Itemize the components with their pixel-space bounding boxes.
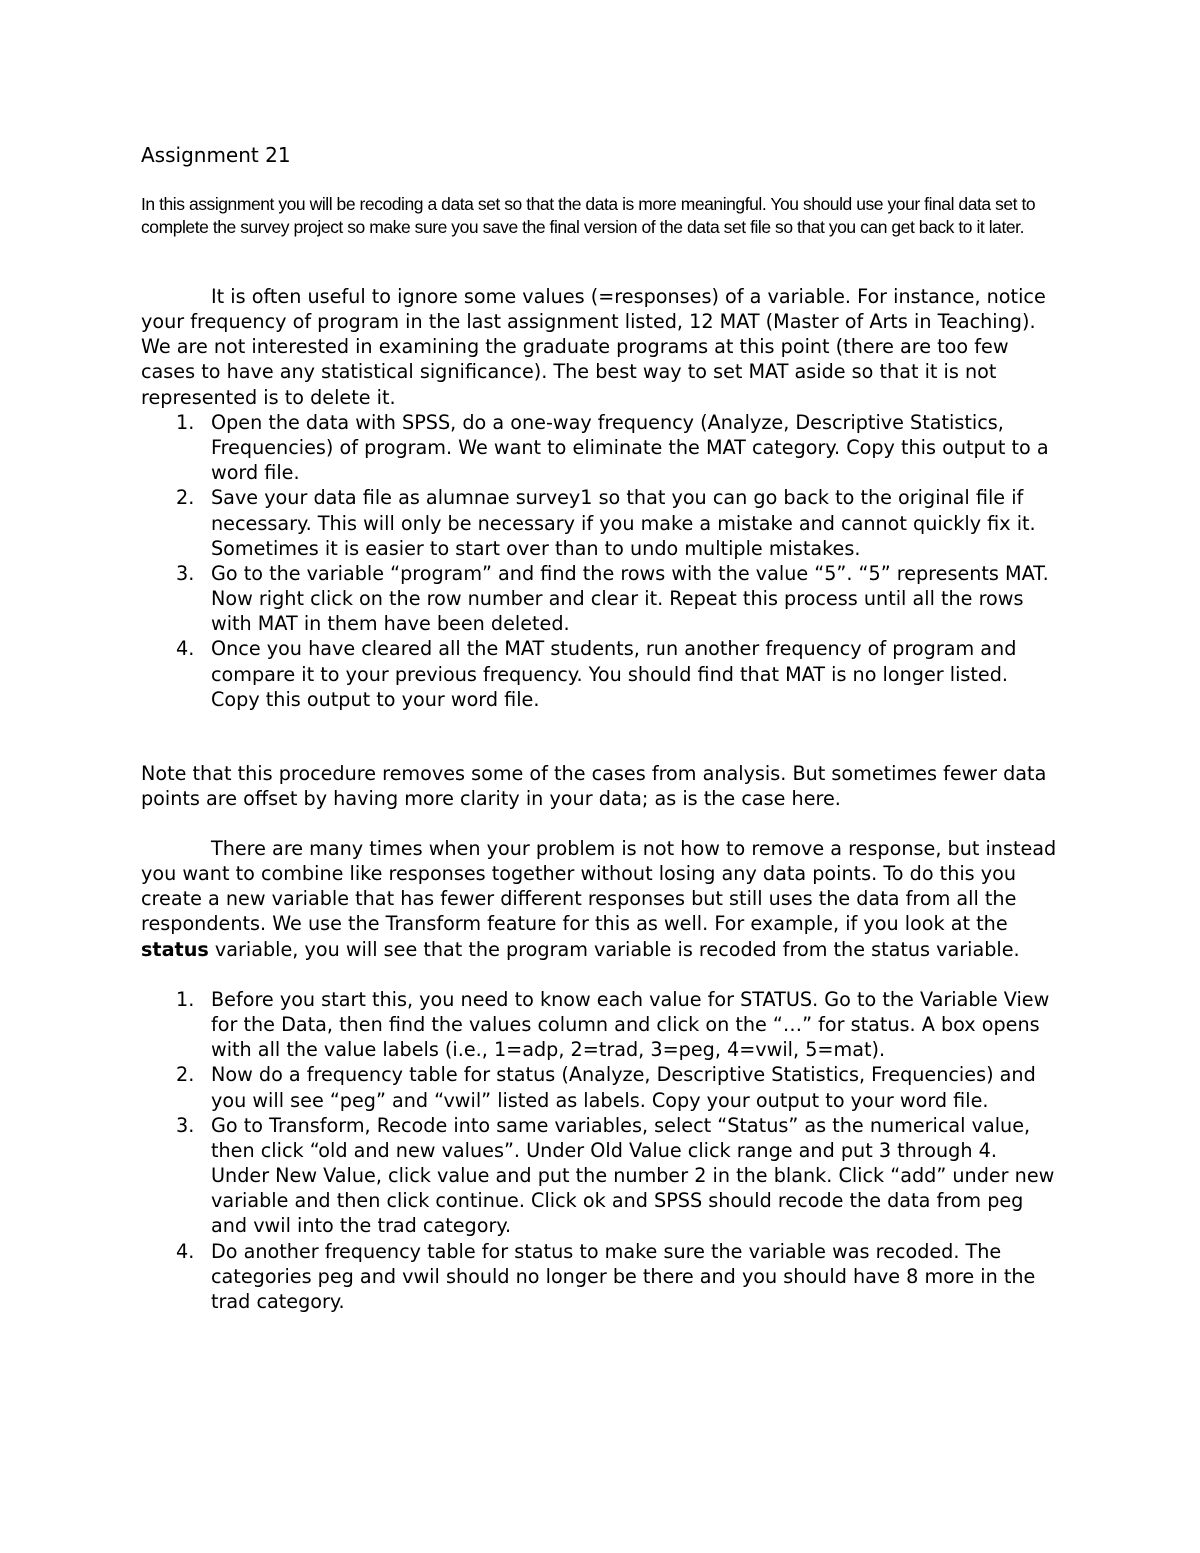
list-item-number: 3.	[176, 1113, 195, 1137]
status-keyword: status	[141, 937, 209, 961]
section2-steps-list	[141, 987, 1061, 1314]
list-item	[141, 561, 1061, 636]
list-item	[141, 1239, 1061, 1314]
page-title: Assignment 21	[141, 143, 291, 167]
list-item-text: Go to the variable “program” and find the rows with the value “5”. “5” represents MAT. Now right click on the row number and clear it. Repeat this process until all the rows with MAT in them have been deleted.	[211, 561, 1049, 636]
list-item-text: Go to Transform, Recode into same variables, select “Status” as the numerical value, then click “old and new values”. Under Old Value click range and put 3 through 4. Under New Value, click value and put the number 2 in the blank. Click “add” under new variable and then click continue. Click ok and SPSS should recode the data from peg and vwil into the trad category.	[211, 1113, 1055, 1238]
section1-steps-list	[141, 410, 1061, 712]
list-item	[141, 636, 1061, 711]
section2-text-before: There are many times when your problem is not how to remove a response, but instead you want to combine like responses together without losing any data points. To do this you create a new variable that has fewer different responses but still uses the data from all the respondents. We use the Transform feature for this as well. For example, if you look at the	[141, 837, 1057, 936]
list-item-number: 2.	[176, 486, 195, 510]
list-item-text: Save your data file as alumnae survey1 so that you can go back to the original file if necessary. This will only be necessary if you make a mistake and cannot quickly fix it. Sometimes it is easier to start over than to undo multiple mistakes.	[211, 486, 1036, 560]
list-item	[141, 485, 1061, 560]
list-item	[141, 410, 1061, 485]
list-item-number: 2.	[176, 1063, 195, 1087]
list-item-number: 3.	[176, 561, 195, 585]
list-item-text: Now do a frequency table for status (Analyze, Descriptive Statistics, Frequencies) and you will see “peg” and “vwil” listed as labels. Copy your output to your word file.	[211, 1063, 1036, 1112]
list-item-text: Once you have cleared all the MAT students, run another frequency of program and compare it to your previous frequency. You should find that MAT is no longer listed. Copy this output to your word file.	[211, 637, 1017, 711]
list-item-number: 1.	[176, 411, 195, 434]
list-item	[141, 1062, 1061, 1112]
list-item-number: 1.	[176, 988, 195, 1011]
list-item-text: Do another frequency table for status to make sure the variable was recoded. The categories peg and vwil should no longer be there and you should have 8 more in the trad category.	[211, 1239, 1036, 1313]
list-item-number: 4.	[176, 637, 195, 661]
list-item	[141, 987, 1061, 1062]
list-item	[141, 1113, 1061, 1239]
list-item-text: Before you start this, you need to know each value for STATUS. Go to the Variable View for the Data, then find the values column and click on the “…” for status. A box opens with all the value labels (i.e., 1=adp, 2=trad, 3=peg, 4=vwil, 5=mat).	[211, 988, 1050, 1062]
list-item-number: 4.	[176, 1239, 195, 1263]
section2-text-after: variable, you will see that the program variable is recoded from the status variable.	[208, 937, 1020, 961]
section1-paragraph: It is often useful to ignore some values (=responses) of a variable. For instance, notice your frequency of program in the last assignment listed, 12 MAT (Master of Arts in Teaching). We are not interested in examining the graduate programs at this point (there are too few cases to have any statistical significance). The best way to set MAT aside so that it is not represented is to delete it.	[141, 285, 1046, 409]
intro-paragraph: In this assignment you will be recoding a data set so that the data is more meaningful. You should use your final data set to complete the survey project so make sure you save the final version of the data set file so that you can get back to it later.	[141, 194, 1036, 237]
note-paragraph: Note that this procedure removes some of the cases from analysis. But sometimes fewer data points are offset by having more clarity in your data; as is the case here.	[141, 762, 1047, 811]
section2-paragraph	[141, 836, 1061, 962]
list-item-text: Open the data with SPSS, do a one-way frequency (Analyze, Descriptive Statistics, Frequencies) of program. We want to eliminate the MAT category. Copy this output to a word file.	[211, 411, 1049, 485]
